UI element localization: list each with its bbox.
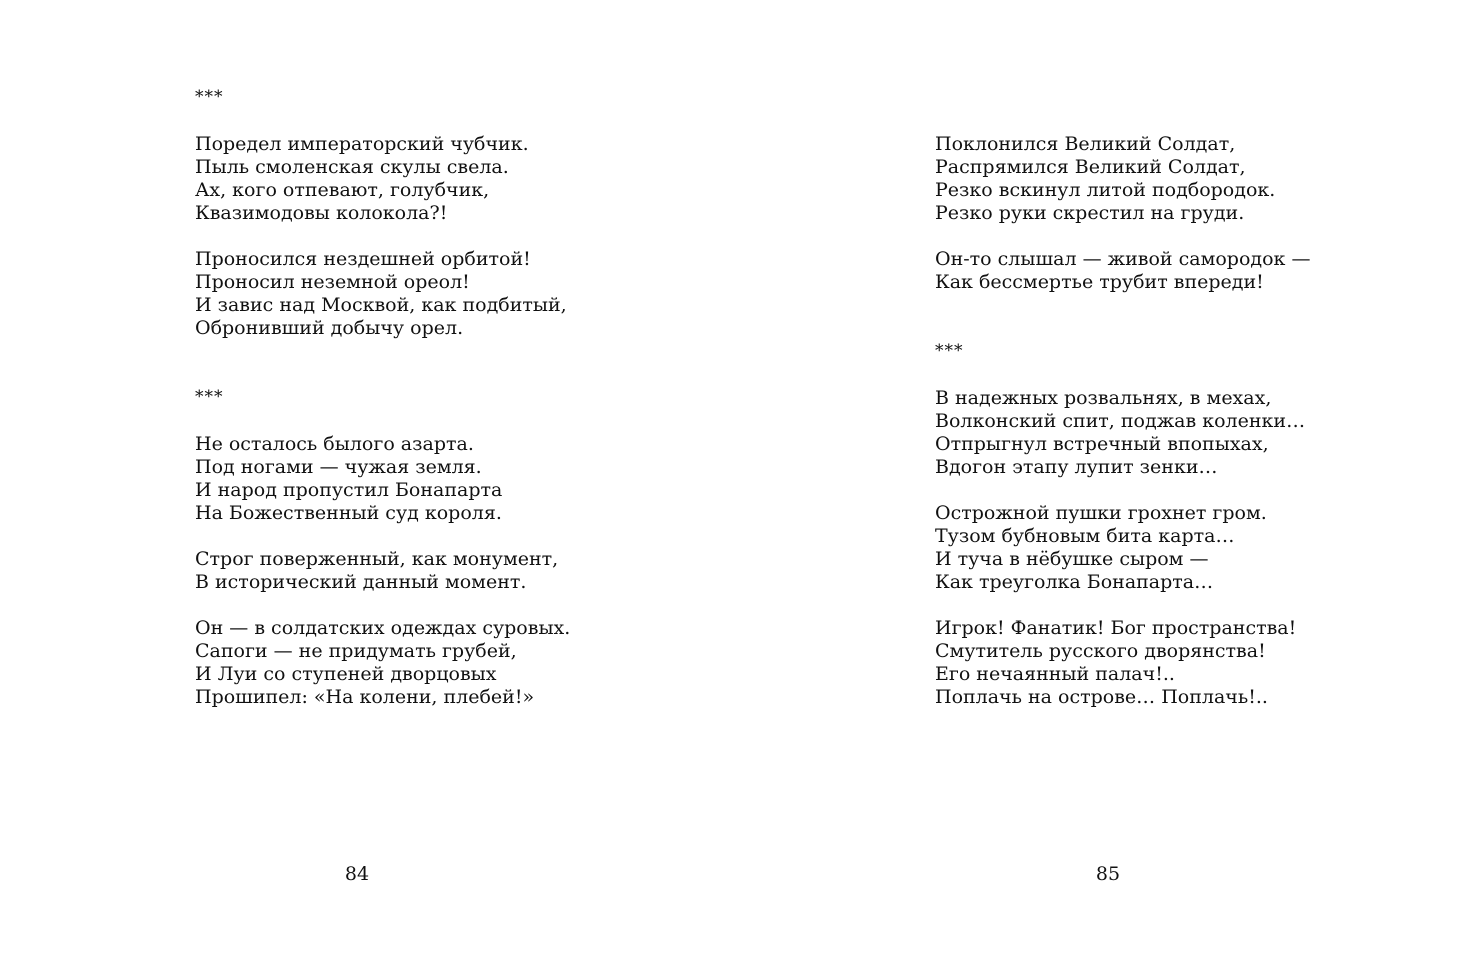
stanza (195, 133, 570, 225)
poem-line: Сапоги — не придумать грубей, (195, 640, 517, 662)
poem-line: Он — в солдатских одеждах суровых. (195, 617, 571, 639)
poem-line: И туча в нёбушке сыром — (935, 548, 1209, 570)
poem-line: Поплачь на острове… Поплачь!.. (935, 686, 1268, 708)
poem-line: Как бессмертье трубит впереди! (935, 271, 1264, 293)
poem-line: Ах, кого отпевают, голубчик, (195, 179, 490, 201)
poem-line: Игрок! Фанатик! Бог пространства! (935, 617, 1297, 639)
poem-line: Распрямился Великий Солдат, (935, 156, 1246, 178)
poem-line: Поклонился Великий Солдат, (935, 133, 1236, 155)
right-poem-column (935, 133, 1310, 732)
poem-line: Как треуголка Бонапарта… (935, 571, 1214, 593)
page-number: 85 (1095, 863, 1121, 885)
poem-line: В надежных розвальнях, в мехах, (935, 387, 1272, 409)
poem-line: Не осталось былого азарта. (195, 433, 474, 455)
left-poem-column (195, 86, 570, 732)
poem-line: Он-то слышал — живой самородок — (935, 248, 1311, 270)
stanza (935, 502, 1310, 594)
left-page (0, 0, 738, 975)
poem-line: Квазимодовы колокола?! (195, 202, 448, 224)
poem-line: Поредел императорский чубчик. (195, 133, 529, 155)
poem-line: Проносился нездешней орбитой! (195, 248, 531, 270)
stanza (195, 617, 570, 709)
stanza (935, 248, 1310, 294)
right-page (739, 0, 1477, 975)
poem-line: Отпрыгнул встречный впопыхах, (935, 433, 1269, 455)
poem-separator: *** (195, 387, 224, 407)
poem-line: Пыль смоленская скулы свела. (195, 156, 509, 178)
stanza (935, 133, 1310, 225)
poem-line: Вдогон этапу лупит зенки… (935, 456, 1218, 478)
poem-line: Резко вскинул литой подбородок. (935, 179, 1276, 201)
poem-line: Прошипел: «На колени, плебей!» (195, 686, 535, 708)
poem-line: Смутитель русского дворянства! (935, 640, 1266, 662)
poem-line: Тузом бубновым бита карта… (935, 525, 1235, 547)
poem-line: На Божественный суд короля. (195, 502, 502, 524)
poem-line: Волконский спит, поджав коленки… (935, 410, 1306, 432)
poem-line: Резко руки скрестил на груди. (935, 202, 1245, 224)
poem-separator: *** (195, 87, 224, 107)
poem-line: Проносил неземной ореол! (195, 271, 470, 293)
stanza (935, 617, 1310, 709)
poem-line: И народ пропустил Бонапарта (195, 479, 503, 501)
poem-line: В исторический данный момент. (195, 571, 527, 593)
stanza (195, 248, 570, 340)
poem-line: Строг поверженный, как монумент, (195, 548, 559, 570)
poem-separator: *** (935, 341, 964, 361)
poem-line: Его нечаянный палач!.. (935, 663, 1175, 685)
poem-line: Обронивший добычу орел. (195, 317, 464, 339)
poem-line: Острожной пушки грохнет гром. (935, 502, 1267, 524)
poem-line: И Луи со ступеней дворцовых (195, 663, 497, 685)
page-number: 84 (344, 863, 370, 885)
stanza (195, 433, 570, 525)
poem-line: И завис над Москвой, как подбитый, (195, 294, 567, 316)
stanza (935, 387, 1310, 479)
stanza (195, 548, 570, 594)
poem-line: Под ногами — чужая земля. (195, 456, 482, 478)
